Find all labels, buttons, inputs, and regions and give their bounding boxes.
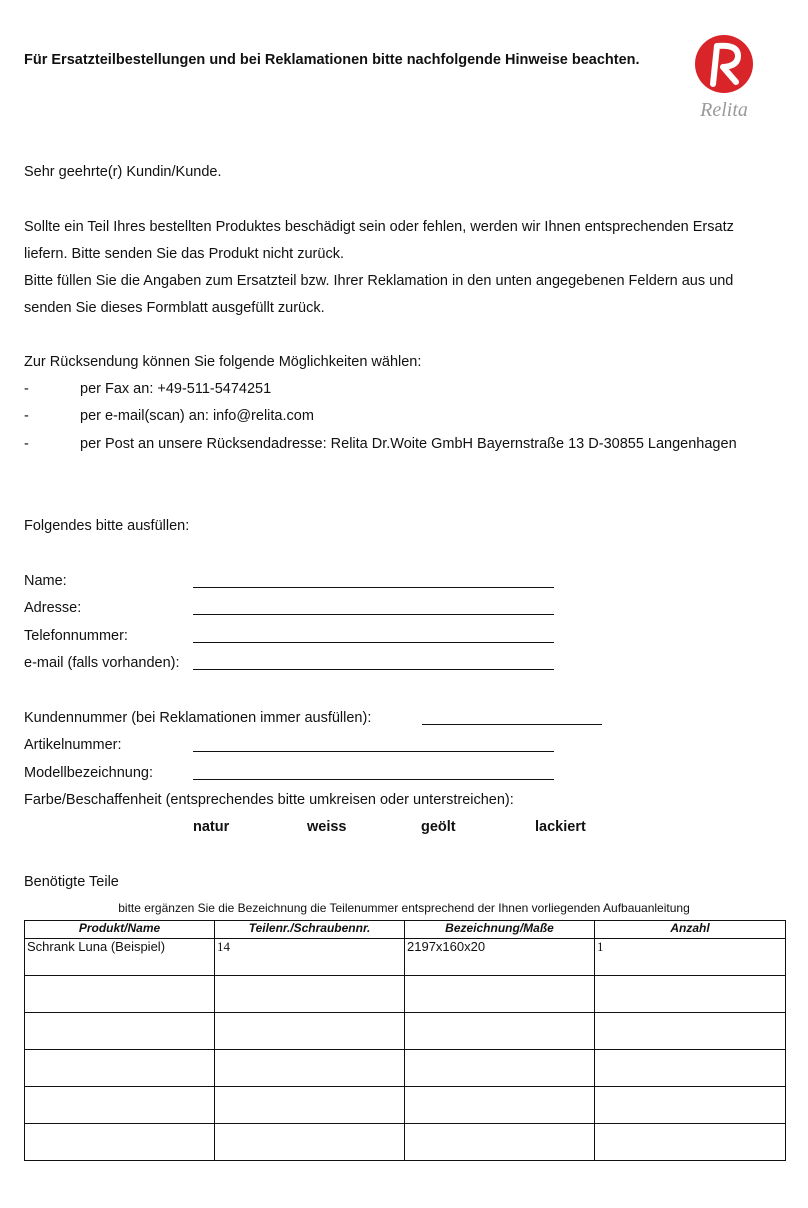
- address-field[interactable]: [193, 614, 554, 615]
- intro-paragraph-1: [24, 214, 784, 268]
- cell-description[interactable]: 2197x160x20: [405, 939, 595, 976]
- customer-number-field[interactable]: [422, 724, 602, 725]
- cell-quantity[interactable]: [595, 1050, 786, 1087]
- customer-number-label: Kundennummer (bei Reklamationen immer ausfüllen):: [24, 710, 372, 726]
- email-label: e-mail (falls vorhanden):: [24, 655, 180, 671]
- page-title: Für Ersatzteilbestellungen und bei Reklamationen bitte nachfolgende Hinweise beachten.: [24, 52, 640, 68]
- finish-option-geoelt[interactable]: geölt: [421, 819, 456, 835]
- article-number-field[interactable]: [193, 751, 554, 752]
- cell-description[interactable]: [405, 1087, 595, 1124]
- intro-paragraph-2-line-1: Bitte füllen Sie die Angaben zum Ersatzteil bzw. Ihrer Reklamation in den unten angegebenen Feldern aus und: [24, 273, 734, 289]
- cell-description[interactable]: [405, 1050, 595, 1087]
- cell-quantity[interactable]: [595, 1087, 786, 1124]
- table-row: [25, 1124, 786, 1161]
- table-row: [25, 1087, 786, 1124]
- table-row: [25, 976, 786, 1013]
- cell-product[interactable]: [25, 1013, 215, 1050]
- relita-logo: [688, 34, 760, 124]
- return-option-post-text: per Post an unsere Rücksendadresse: Relita Dr.Woite GmbH Bayernstraße 13 D-30855 Langenhagen: [80, 436, 737, 452]
- cell-part-number[interactable]: [215, 1124, 405, 1161]
- parts-heading: Benötigte Teile: [24, 874, 119, 890]
- email-field[interactable]: [193, 669, 554, 670]
- cell-product[interactable]: [25, 1124, 215, 1161]
- return-option-fax-text: per Fax an: +49-511-5474251: [80, 381, 272, 397]
- cell-product[interactable]: Schrank Luna (Beispiel): [25, 939, 215, 976]
- list-bullet: -: [24, 436, 29, 452]
- column-header-product: Produkt/Name: [25, 921, 215, 939]
- table-row-example: [25, 939, 786, 976]
- article-number-label: Artikelnummer:: [24, 737, 122, 753]
- model-label: Modellbezeichnung:: [24, 765, 153, 781]
- svg-text:Relita: Relita: [700, 99, 748, 121]
- column-header-quantity: Anzahl: [595, 921, 786, 939]
- list-bullet: -: [24, 381, 29, 397]
- intro-paragraph-1-line-2: liefern. Bitte senden Sie das Produkt nicht zurück.: [24, 246, 344, 262]
- cell-quantity[interactable]: [595, 1124, 786, 1161]
- model-field[interactable]: [193, 779, 554, 780]
- cell-part-number[interactable]: [215, 1013, 405, 1050]
- form-heading: Folgendes bitte ausfüllen:: [24, 518, 190, 534]
- cell-quantity[interactable]: [595, 1013, 786, 1050]
- phone-label: Telefonnummer:: [24, 628, 128, 644]
- cell-description[interactable]: [405, 1124, 595, 1161]
- finish-option-weiss[interactable]: weiss: [307, 819, 347, 835]
- return-option-email-text: per e-mail(scan) an: info@relita.com: [80, 408, 314, 424]
- intro-paragraph-2: [24, 268, 784, 322]
- finish-option-natur[interactable]: natur: [193, 819, 230, 835]
- parts-hint: bitte ergänzen Sie die Bezeichnung die Teilenummer entsprechend der Ihnen vorliegenden Aufbauanleitung: [118, 901, 690, 915]
- intro-paragraph-1-line-1: Sollte ein Teil Ihres bestellten Produktes beschädigt sein oder fehlen, werden wir Ihnen entsprechenden Ersatz: [24, 219, 734, 235]
- cell-product[interactable]: [25, 1087, 215, 1124]
- parts-table: [24, 920, 786, 1161]
- cell-part-number[interactable]: [215, 1087, 405, 1124]
- list-bullet: -: [24, 408, 29, 424]
- cell-product[interactable]: [25, 1050, 215, 1087]
- table-row: [25, 1013, 786, 1050]
- cell-part-number[interactable]: [215, 976, 405, 1013]
- table-header-row: [25, 921, 786, 939]
- address-label: Adresse:: [24, 600, 82, 616]
- finish-option-lackiert[interactable]: lackiert: [535, 819, 586, 835]
- return-options-heading: Zur Rücksendung können Sie folgende Möglichkeiten wählen:: [24, 354, 422, 370]
- cell-description[interactable]: [405, 976, 595, 1013]
- cell-part-number[interactable]: 14: [215, 939, 405, 976]
- name-label: Name:: [24, 573, 67, 589]
- column-header-description: Bezeichnung/Maße: [405, 921, 595, 939]
- table-row: [25, 1050, 786, 1087]
- finish-prompt: Farbe/Beschaffenheit (entsprechendes bitte umkreisen oder unterstreichen):: [24, 792, 514, 808]
- phone-field[interactable]: [193, 642, 554, 643]
- cell-description[interactable]: [405, 1013, 595, 1050]
- cell-product[interactable]: [25, 976, 215, 1013]
- cell-quantity[interactable]: [595, 976, 786, 1013]
- intro-paragraph-2-line-2: senden Sie dieses Formblatt ausgefüllt zurück.: [24, 300, 325, 316]
- greeting: Sehr geehrte(r) Kundin/Kunde.: [24, 164, 222, 180]
- cell-part-number[interactable]: [215, 1050, 405, 1087]
- name-field[interactable]: [193, 587, 554, 588]
- column-header-part-number: Teilenr./Schraubennr.: [215, 921, 405, 939]
- cell-quantity[interactable]: 1: [595, 939, 786, 976]
